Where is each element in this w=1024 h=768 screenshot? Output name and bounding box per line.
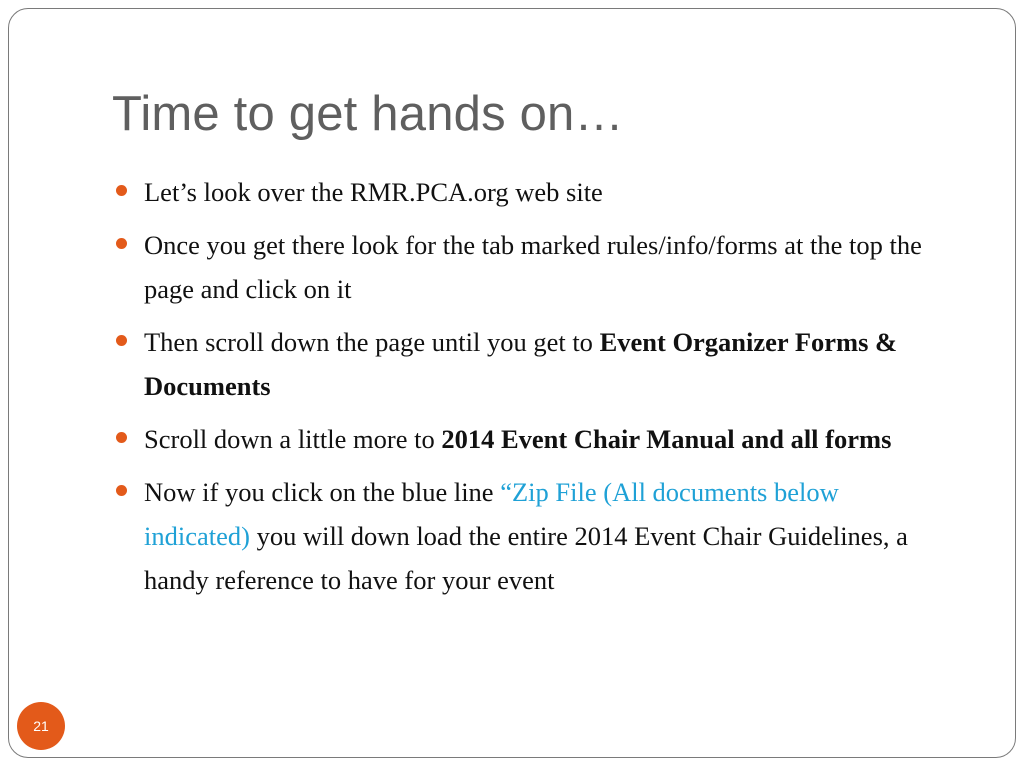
bullet-item: [144, 417, 944, 461]
bullet-text: Now if you click on the blue line: [144, 477, 501, 507]
bullet-bold-text: 2014 Event Chair Manual and all forms: [441, 424, 892, 454]
zip-file-link[interactable]: “Zip File (All documents below indicated): [144, 477, 839, 551]
bullet-dot-icon: [116, 432, 127, 443]
bullet-text-after: you will down load the entire 2014 Event Chair Guidelines, a handy reference to have for your event: [144, 521, 908, 595]
page-number: 21: [33, 718, 49, 734]
slide-title: Time to get hands on…: [112, 87, 624, 141]
bullet-dot-icon: [116, 238, 127, 249]
bullet-item: [144, 470, 944, 602]
bullet-dot-icon: [116, 185, 127, 196]
bullet-text: Then scroll down the page until you get to: [144, 327, 600, 357]
bullet-item: [144, 170, 944, 214]
bullet-item: [144, 320, 944, 408]
page-number-badge: [17, 702, 65, 750]
bullet-item: [144, 223, 944, 311]
bullet-text: Let’s look over the RMR.PCA.org web site: [144, 177, 603, 207]
bullet-text: Once you get there look for the tab marked rules/info/forms at the top the page and click on it: [144, 230, 922, 304]
bullet-bold-text: Event Organizer Forms & Documents: [144, 327, 898, 401]
bullet-dot-icon: [116, 485, 127, 496]
bullet-list: [144, 170, 944, 611]
bullet-dot-icon: [116, 335, 127, 346]
bullet-text: Scroll down a little more to: [144, 424, 442, 454]
